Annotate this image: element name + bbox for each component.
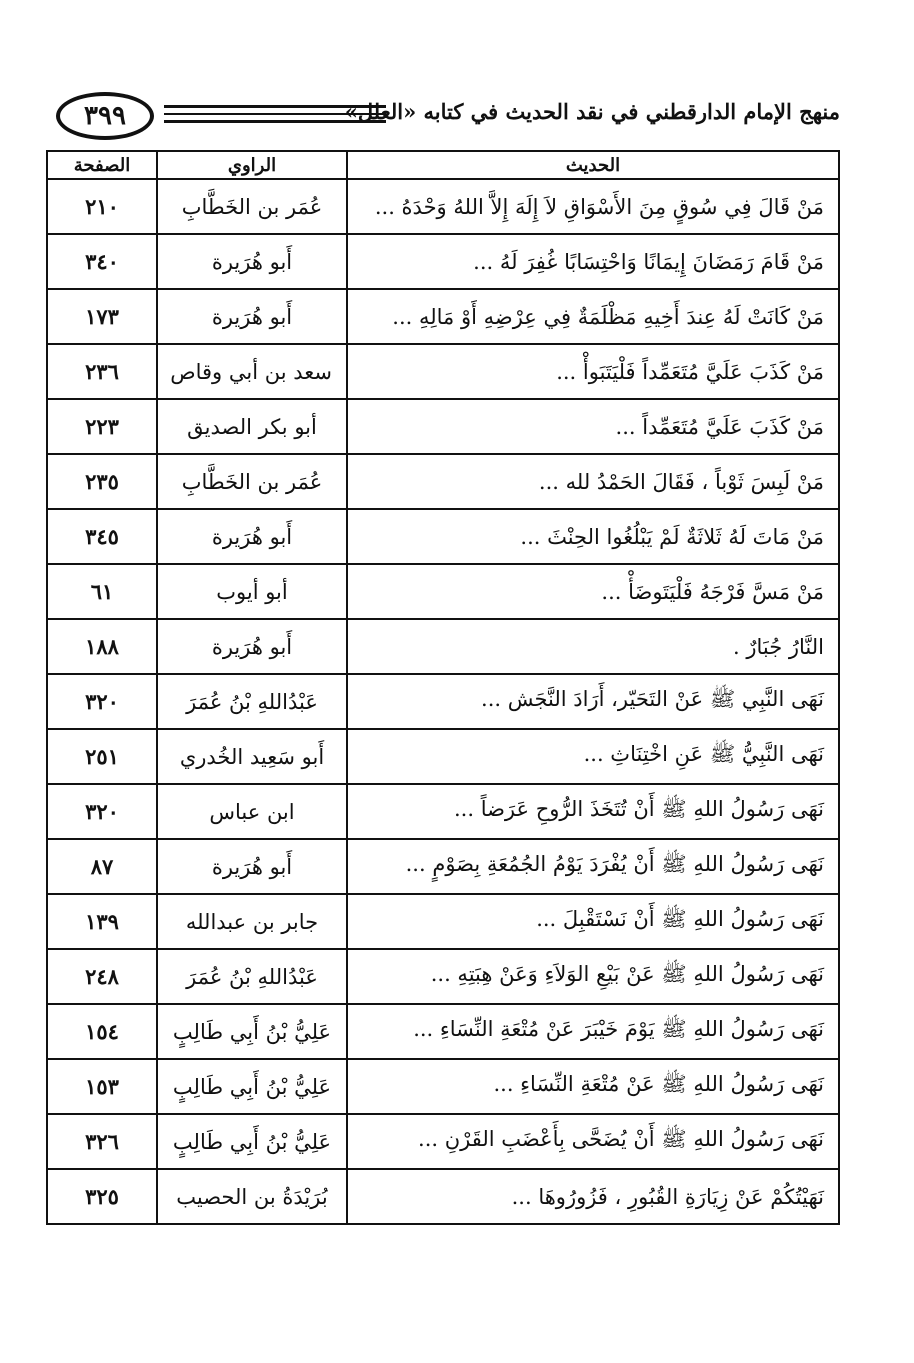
running-title: منهج الإمام الدارقطني في نقد الحديث في كتابه «العلل» — [344, 99, 840, 124]
page-ref: ١٨٨ — [47, 619, 157, 674]
hadith-text: مَنْ مَاتَ لَهُ ثَلاثَةٌ لَمْ يَبْلُغُوا الحِنْثَ ... — [347, 509, 839, 564]
narrator-name: عَلِيُّ بْنُ أَبِي طَالِبٍ — [157, 1114, 347, 1169]
narrator-name: عَبْدُاللهِ بْنُ عُمَرَ — [157, 949, 347, 1004]
hadith-text: نَهَى رَسُولُ اللهِ ﷺ أَنْ يُفْرَدَ يَوْمُ الجُمُعَةِ بِصَوْمٍ ... — [347, 839, 839, 894]
hadith-text: مَنْ مَسَّ فَرْجَهُ فَلْيَتَوضَأْ ... — [347, 564, 839, 619]
hadith-text: مَنْ كَذَبَ عَلَيَّ مُتَعَمِّداً فَلْيَتَبَوأْ ... — [347, 344, 839, 399]
column-header-hadith: الحديث — [347, 151, 839, 179]
page-number: ٣٩٩ — [56, 92, 154, 140]
page-ref: ٢٥١ — [47, 729, 157, 784]
table-row — [47, 179, 839, 234]
narrator-name: أبو أيوب — [157, 564, 347, 619]
page-ref: ٣٤٠ — [47, 234, 157, 289]
page-ref: ١٥٤ — [47, 1004, 157, 1059]
narrator-name: عَبْدُاللهِ بْنُ عُمَرَ — [157, 674, 347, 729]
page-ref: ٢١٠ — [47, 179, 157, 234]
page-ref: ١٣٩ — [47, 894, 157, 949]
page-ref: ١٧٣ — [47, 289, 157, 344]
table-row — [47, 839, 839, 894]
page-ref: ٢٣٥ — [47, 454, 157, 509]
table-header-row — [47, 151, 839, 179]
hadith-text: نَهَى رَسُولُ اللهِ ﷺ أَنْ نَسْتَقْبِلَ ... — [347, 894, 839, 949]
hadith-text: مَنْ لَبِسَ ثَوْباً ، فَقَالَ الحَمْدُ لله ... — [347, 454, 839, 509]
table-row — [47, 619, 839, 674]
hadith-text: نَهَى رَسُولُ اللهِ ﷺ عَنْ مُتْعَةِ النِّسَاءِ ... — [347, 1059, 839, 1114]
page-ref: ٨٧ — [47, 839, 157, 894]
page-ref: ٣٢٦ — [47, 1114, 157, 1169]
table-row — [47, 344, 839, 399]
table-row — [47, 729, 839, 784]
narrator-name: عَلِيُّ بْنُ أَبِي طَالِبٍ — [157, 1059, 347, 1114]
table-row — [47, 454, 839, 509]
hadith-text: نَهَى رَسُولُ اللهِ ﷺ يَوْمَ خَيْبَرَ عَنْ مُتْعَةِ النِّسَاءِ ... — [347, 1004, 839, 1059]
narrator-name: أَبو هُرَيرة — [157, 839, 347, 894]
page-ref: ٣٤٥ — [47, 509, 157, 564]
page-ref: ١٥٣ — [47, 1059, 157, 1114]
column-header-page: الصفحة — [47, 151, 157, 179]
column-header-narrator: الراوي — [157, 151, 347, 179]
table-row — [47, 894, 839, 949]
narrator-name: أَبو هُرَيرة — [157, 234, 347, 289]
table-row — [47, 564, 839, 619]
narrator-name: ابن عباس — [157, 784, 347, 839]
hadith-text: نَهَى رَسُولُ اللهِ ﷺ أَنْ تُتَخَذَ الرُّوحِ عَرَضاً ... — [347, 784, 839, 839]
table-row — [47, 509, 839, 564]
narrator-name: بُرَيْدَةُ بن الحصيب — [157, 1169, 347, 1224]
hadith-text: نَهَى النَّبِي ﷺ عَنْ التَحَيّر، أَرَادَ النَّجَش ... — [347, 674, 839, 729]
hadith-text: نَهَى رَسُولُ اللهِ ﷺ أَنْ يُضَحَّى بِأَعْضَبِ القَرْنِ ... — [347, 1114, 839, 1169]
narrator-name: أَبو هُرَيرة — [157, 289, 347, 344]
table-row — [47, 1059, 839, 1114]
page-ref: ٢٣٦ — [47, 344, 157, 399]
narrator-name: عَلِيُّ بْنُ أَبِي طَالِبٍ — [157, 1004, 347, 1059]
hadith-text: نَهَيْتُكُمْ عَنْ زِيَارَةِ القُبُورِ ، فَزُورُوهَا ... — [347, 1169, 839, 1224]
table-row — [47, 949, 839, 1004]
hadith-text: نَهَى رَسُولُ اللهِ ﷺ عَنْ بَيْعِ الوَلاَءِ وَعَنْ هِبَتِهِ ... — [347, 949, 839, 1004]
page-ref: ٣٢٥ — [47, 1169, 157, 1224]
table-row — [47, 1169, 839, 1224]
table-row — [47, 1114, 839, 1169]
page-ref: ٢٤٨ — [47, 949, 157, 1004]
hadith-text: النَّارُ جُبَارٌ . — [347, 619, 839, 674]
hadith-text: مَنْ كَانَتْ لَهُ عِندَ أَخِيهِ مَظْلَمَةٌ فِي عِرْضِهِ أَوْ مَالِهِ ... — [347, 289, 839, 344]
table-row — [47, 1004, 839, 1059]
narrator-name: أَبو سَعِيد الخُدري — [157, 729, 347, 784]
page-ref: ٣٢٠ — [47, 784, 157, 839]
table-row — [47, 289, 839, 344]
narrator-name: جابر بن عبدالله — [157, 894, 347, 949]
narrator-name: أبو بكر الصديق — [157, 399, 347, 454]
narrator-name: أَبو هُرَيرة — [157, 619, 347, 674]
hadith-text: مَنْ قَامَ رَمَضَانَ إِيمَانًا وَاحْتِسَابًا غُفِرَ لَهُ ... — [347, 234, 839, 289]
table-row — [47, 399, 839, 454]
narrator-name: سعد بن أبي وقاص — [157, 344, 347, 399]
table-row — [47, 784, 839, 839]
page-header — [46, 92, 840, 142]
narrator-name: أَبو هُرَيرة — [157, 509, 347, 564]
table-row — [47, 674, 839, 729]
page-ref: ٢٢٣ — [47, 399, 157, 454]
narrator-name: عُمَر بن الخَطَّابِ — [157, 179, 347, 234]
table-row — [47, 234, 839, 289]
narrator-name: عُمَر بن الخَطَّابِ — [157, 454, 347, 509]
hadith-index-table — [46, 150, 840, 1225]
page-ref: ٦١ — [47, 564, 157, 619]
hadith-text: مَنْ كَذَبَ عَلَيَّ مُتَعَمِّداً ... — [347, 399, 839, 454]
hadith-text: مَنْ قَالَ فِي سُوقٍ مِنَ الأَسْوَاقِ لاَ إِلَهَ إِلاَّ اللهُ وَحْدَهُ ... — [347, 179, 839, 234]
page-ref: ٣٢٠ — [47, 674, 157, 729]
hadith-text: نَهَى النَّبِيُّ ﷺ عَنِ اخْتِنَاثِ ... — [347, 729, 839, 784]
